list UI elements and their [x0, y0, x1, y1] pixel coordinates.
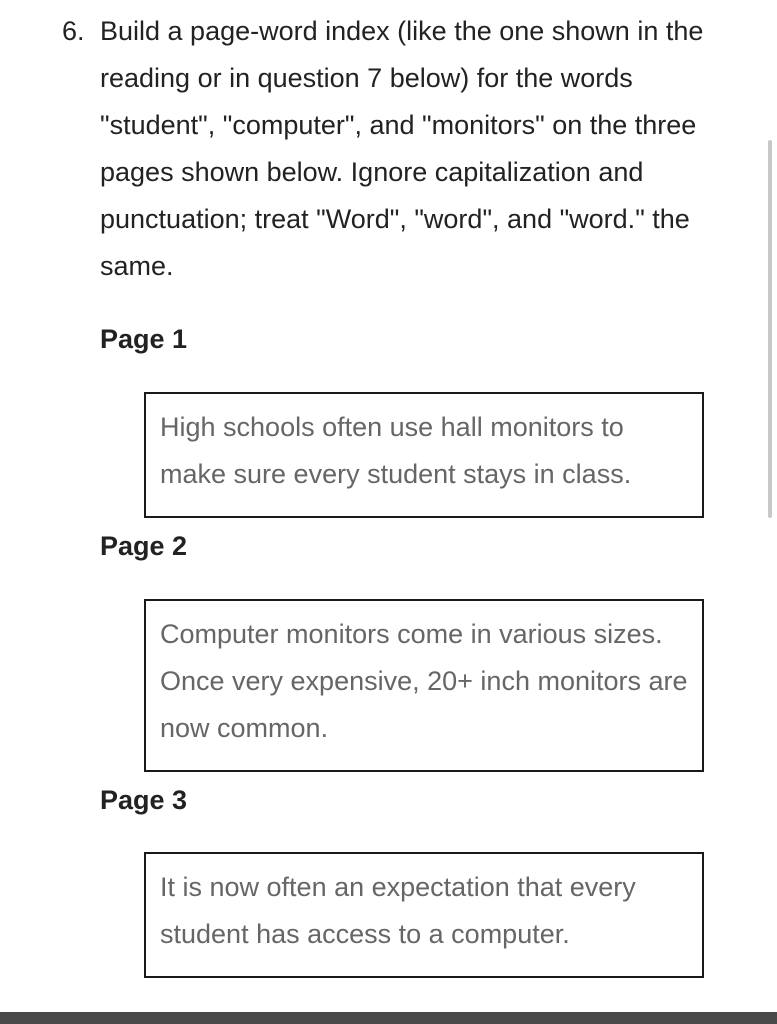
scrollbar[interactable]: [768, 140, 772, 518]
question-number: 6.: [62, 16, 85, 46]
question-text: Build a page-word index (like the one shown in the reading or in question 7 below) for the words "student", "computer", and "monitors" on the three pages shown below. Ignore capitalization and punctuation; treat "Word", "word", and "word." the same.: [100, 16, 704, 281]
page-3-box: [144, 852, 704, 978]
page-1-box: [144, 392, 704, 518]
page-3-heading: Page 3: [100, 785, 188, 815]
page-1-text: High schools often use hall monitors to make sure every student stays in class.: [160, 412, 632, 489]
page-1-heading: Page 1: [100, 324, 188, 354]
page-2-text: Computer monitors come in various sizes. Once very expensive, 20+ inch monitors are now common.: [160, 619, 688, 743]
bottom-bar: [0, 1012, 777, 1024]
page-2-box: [144, 599, 704, 772]
page-3-text: It is now often an expectation that every student has access to a computer.: [160, 872, 636, 949]
page-2-heading: Page 2: [100, 531, 188, 561]
